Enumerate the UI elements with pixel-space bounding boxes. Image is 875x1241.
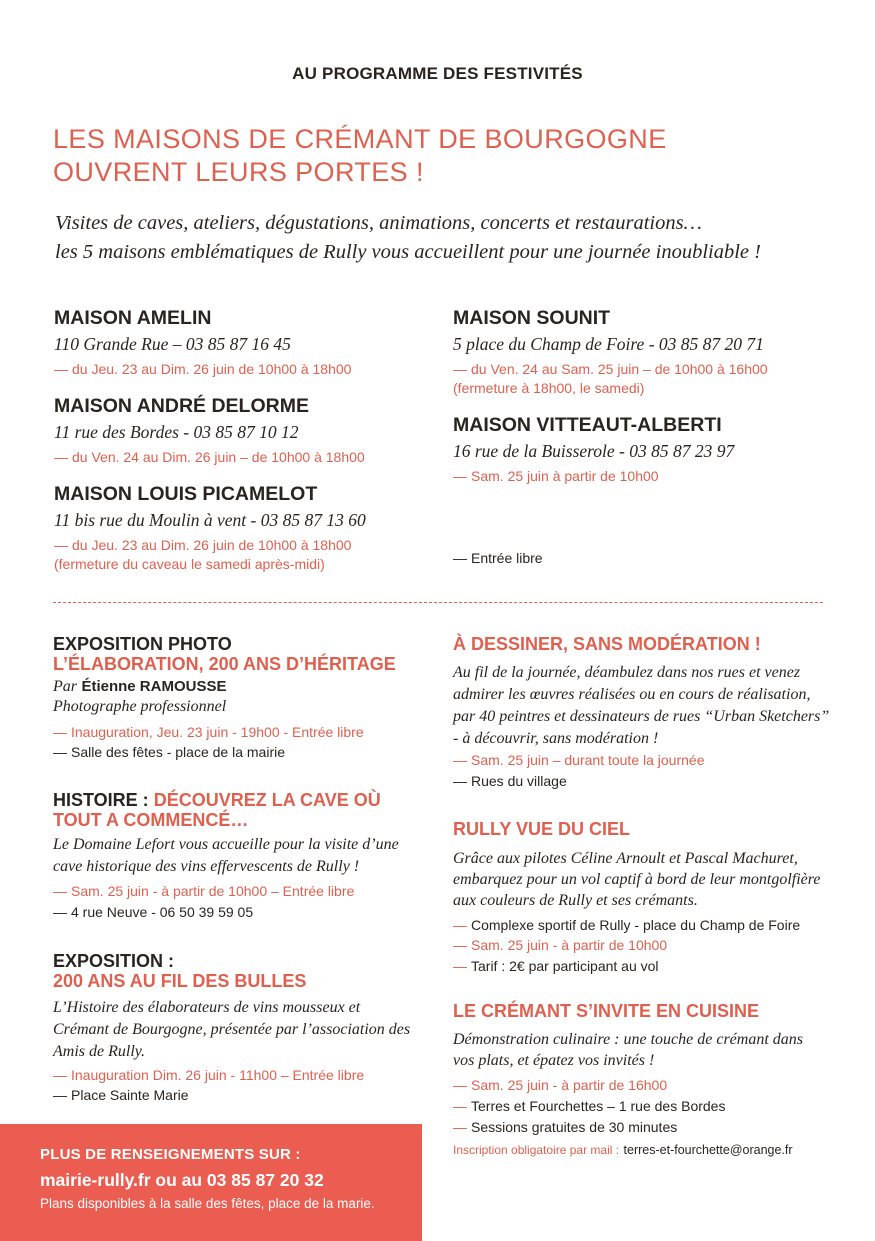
cuisine-para-2: vos plats, et épatez vos invités ! xyxy=(453,1052,655,1069)
expo-photo-author: Par Étienne RAMOUSSE xyxy=(53,678,227,695)
bulles-heading: EXPOSITION : xyxy=(53,951,175,971)
histoire-subheading: TOUT A COMMENCÉ… xyxy=(53,810,249,830)
maison-vitteaut-name: MAISON VITTEAUT-ALBERTI xyxy=(453,414,722,436)
cuisine-heading: LE CRÉMANT S’INVITE EN CUISINE xyxy=(453,1001,760,1021)
expo-photo-subheading: L’ÉLABORATION, 200 ANS D’HÉRITAGE xyxy=(53,654,396,674)
maison-vitteaut-address: 16 rue de la Buisserole - 03 85 87 23 97 xyxy=(453,441,735,461)
info-box-contact: mairie-rully.fr ou au 03 85 87 20 32 xyxy=(40,1170,324,1190)
bulles-subheading: 200 ANS AU FIL DES BULLES xyxy=(53,971,307,991)
histoire-place: — 4 rue Neuve - 06 50 39 59 05 xyxy=(53,904,254,920)
dessiner-place: — Rues du village xyxy=(453,773,567,789)
inscription-email: terres-et-fourchette@orange.fr xyxy=(623,1143,793,1157)
main-title-line2: OUVRENT LEURS PORTES ! xyxy=(53,157,424,187)
ciel-para-2: embarquez pour un vol captif à bord de leur montgolfière xyxy=(453,871,821,888)
histoire-para-2: cave historique des vins effervescents de Rully ! xyxy=(53,858,360,875)
expo-photo-date: — Inauguration, Jeu. 23 juin - 19h00 - Entrée libre xyxy=(53,724,364,740)
maison-sounit-dates: — du Ven. 24 au Sam. 25 juin – de 10h00 à 16h00 xyxy=(453,361,768,377)
maison-delorme-address: 11 rue des Bordes - 03 85 87 10 12 xyxy=(54,422,299,442)
maison-picamelot-name: MAISON LOUIS PICAMELOT xyxy=(54,483,318,505)
expo-photo-role: Photographe professionnel xyxy=(53,698,227,715)
cuisine-place: — Terres et Fourchettes – 1 rue des Bordes xyxy=(453,1098,726,1114)
cuisine-para-1: Démonstration culinaire : une touche de crémant dans xyxy=(453,1031,804,1048)
maison-picamelot-dates: — du Jeu. 23 au Dim. 26 juin de 10h00 à 18h00 xyxy=(54,537,352,553)
bulles-para-3: Amis de Rully. xyxy=(53,1043,145,1060)
maison-amelin-address: 110 Grande Rue – 03 85 87 16 45 xyxy=(54,334,291,354)
kicker-title: AU PROGRAMME DES FESTIVITÉS xyxy=(292,64,583,83)
dessiner-para-4: - à découvrir, sans modération ! xyxy=(453,730,659,747)
histoire-para-1: Le Domaine Lefort vous accueille pour la visite d’une xyxy=(53,836,399,853)
expo-photo-heading: EXPOSITION PHOTO xyxy=(53,634,232,654)
info-box-title: PLUS DE RENSEIGNEMENTS SUR : xyxy=(40,1146,301,1163)
cuisine-inscription: Inscription obligatoire par mail : terres-et-fourchette@orange.fr xyxy=(453,1143,793,1157)
cuisine-date: — Sam. 25 juin - à partir de 16h00 xyxy=(453,1077,668,1093)
ciel-para-3: aux couleurs de Rully et ses crémants. xyxy=(453,892,698,909)
maison-vitteaut-dates: — Sam. 25 juin à partir de 10h00 xyxy=(453,468,659,484)
intro-line1: Visites de caves, ateliers, dégustations, animations, concerts et restaurations… xyxy=(55,212,702,234)
intro-line2: les 5 maisons emblématiques de Rully vous accueillent pour une journée inoubliable ! xyxy=(55,241,761,263)
ciel-date: — Sam. 25 juin - à partir de 10h00 xyxy=(453,937,668,953)
ciel-place: — Complexe sportif de Rully - place du Champ de Foire xyxy=(453,917,801,933)
maison-sounit-note: (fermeture à 18h00, le samedi) xyxy=(453,380,645,396)
main-title-line1: LES MAISONS DE CRÉMANT DE BOURGOGNE xyxy=(53,124,667,154)
expo-photo-place: — Salle des fêtes - place de la mairie xyxy=(53,744,285,760)
ciel-heading: RULLY VUE DU CIEL xyxy=(453,819,631,839)
info-box-note: Plans disponibles à la salle des fêtes, place de la marie. xyxy=(40,1196,375,1211)
bulles-para-1: L’Histoire des élaborateurs de vins mousseux et xyxy=(53,999,361,1016)
bulles-place: — Place Sainte Marie xyxy=(53,1087,189,1103)
ciel-para-1: Grâce aux pilotes Céline Arnoult et Pascal Machuret, xyxy=(453,850,798,867)
maison-delorme-dates: — du Ven. 24 au Dim. 26 juin – de 10h00 à 18h00 xyxy=(54,449,365,465)
histoire-heading: HISTOIRE : DÉCOUVREZ LA CAVE OÙ xyxy=(53,790,381,810)
cuisine-sessions: — Sessions gratuites de 30 minutes xyxy=(453,1119,678,1135)
maison-delorme-name: MAISON ANDRÉ DELORME xyxy=(54,395,309,417)
dessiner-heading: À DESSINER, SANS MODÉRATION ! xyxy=(453,634,761,654)
histoire-date: — Sam. 25 juin - à partir de 10h00 – Entrée libre xyxy=(53,883,355,899)
dessiner-para-3: par 40 peintres et dessinateurs de rues “Urban Sketchers” xyxy=(453,708,830,725)
dessiner-para-2: admirer les œuvres réalisées ou en cours de réalisation, xyxy=(453,686,811,703)
bulles-para-2: Crémant de Bourgogne, présentée par l’association des xyxy=(53,1021,411,1038)
entree-libre: — Entrée libre xyxy=(453,550,543,566)
bulles-date: — Inauguration Dim. 26 juin - 11h00 – Entrée libre xyxy=(53,1067,365,1083)
info-box xyxy=(0,1124,422,1241)
maison-amelin-name: MAISON AMELIN xyxy=(54,307,212,329)
maison-picamelot-note: (fermeture du caveau le samedi après-midi) xyxy=(54,556,325,572)
maison-sounit-name: MAISON SOUNIT xyxy=(453,307,611,329)
maison-sounit-address: 5 place du Champ de Foire - 03 85 87 20 71 xyxy=(453,334,764,354)
dessiner-date: — Sam. 25 juin – durant toute la journée xyxy=(453,752,705,768)
ciel-tarif: — Tarif : 2€ par participant au vol xyxy=(453,958,659,974)
maison-picamelot-address: 11 bis rue du Moulin à vent - 03 85 87 13 60 xyxy=(54,510,366,530)
section-divider xyxy=(53,602,823,603)
maison-amelin-dates: — du Jeu. 23 au Dim. 26 juin de 10h00 à 18h00 xyxy=(54,361,352,377)
dessiner-para-1: Au fil de la journée, déambulez dans nos rues et venez xyxy=(453,664,801,681)
